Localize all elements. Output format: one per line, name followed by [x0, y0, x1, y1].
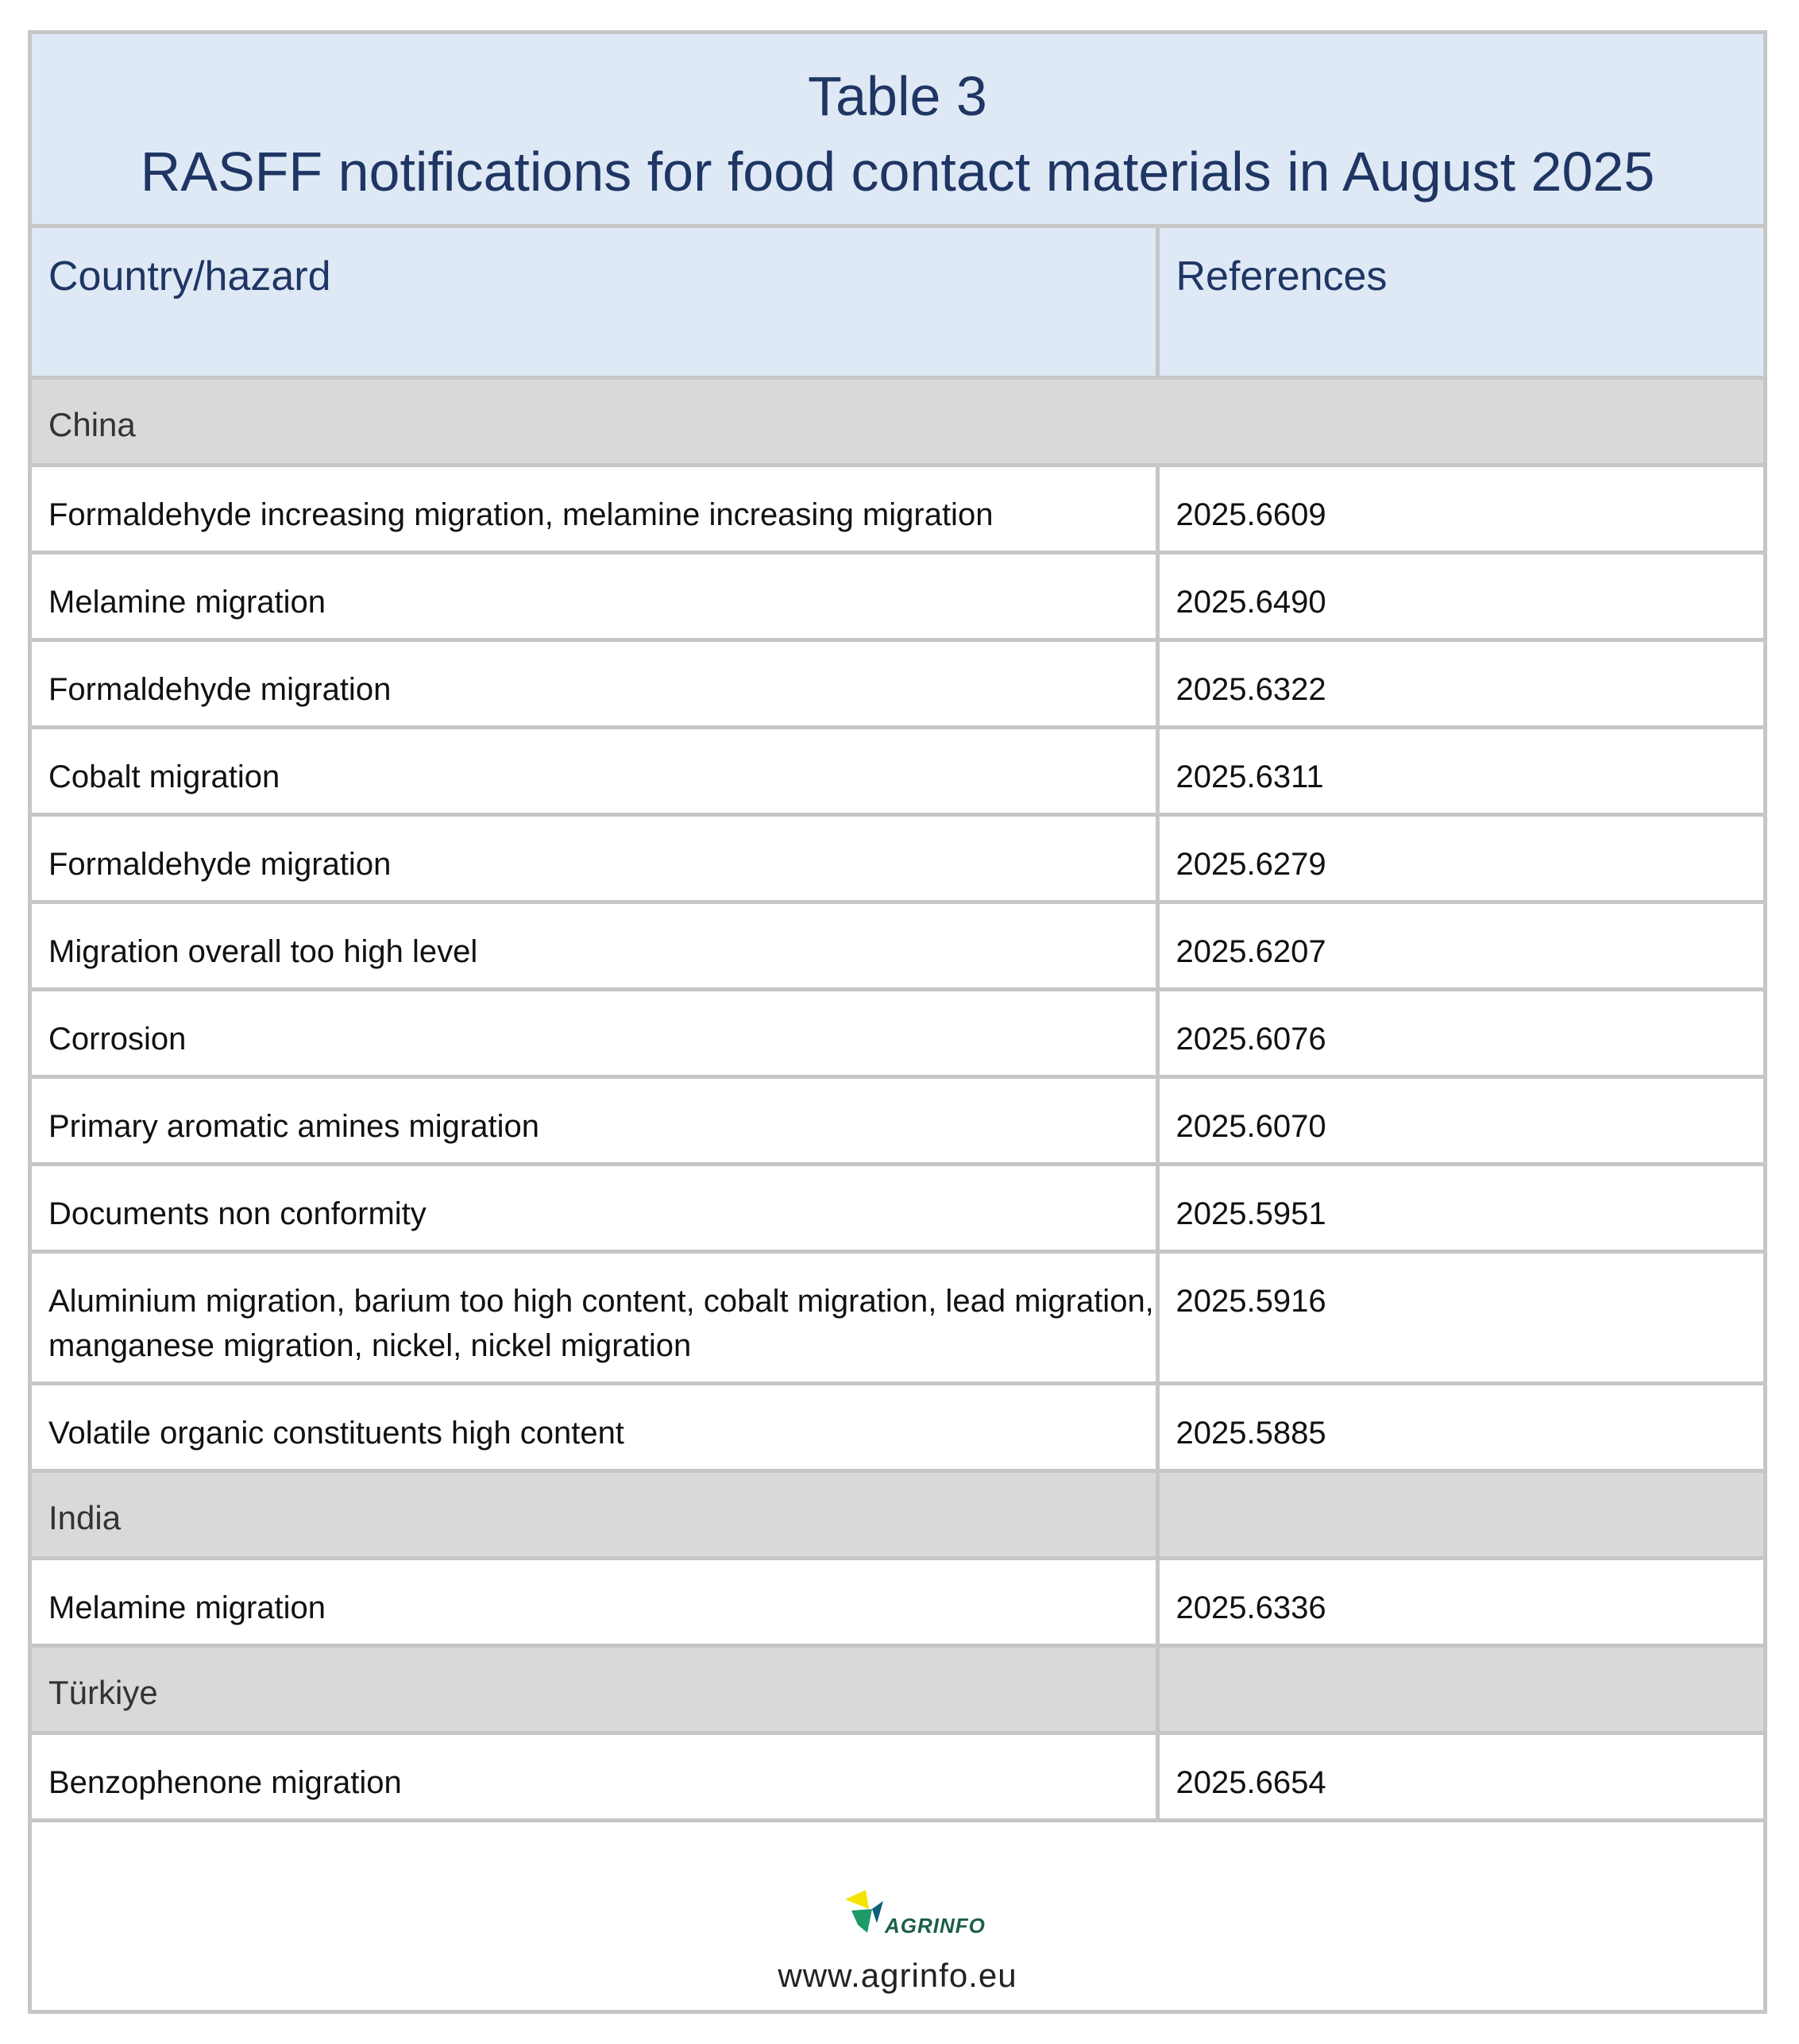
reference-cell: 2025.6076: [1157, 989, 1763, 1076]
reference-cell: 2025.5885: [1157, 1383, 1763, 1470]
table-row: [32, 902, 1763, 989]
table-row: [32, 1164, 1763, 1251]
reference-cell: 2025.6322: [1157, 639, 1763, 727]
hazard-cell: Formaldehyde migration: [32, 814, 1157, 902]
table-title-block: [32, 34, 1763, 228]
reference-cell: 2025.6070: [1157, 1076, 1763, 1164]
table-frame: [28, 30, 1767, 2014]
table-row: [32, 727, 1763, 814]
table-row: [32, 552, 1763, 639]
table-row: [32, 1383, 1763, 1470]
reference-cell: 2025.6490: [1157, 552, 1763, 639]
table-row: [32, 1733, 1763, 1820]
table-header-row: [32, 228, 1763, 377]
hazard-cell: Corrosion: [32, 989, 1157, 1076]
hazard-cell: Primary aromatic amines migration: [32, 1076, 1157, 1164]
country-row-china: [32, 377, 1763, 465]
reference-cell: 2025.6311: [1157, 727, 1763, 814]
reference-cell: 2025.6654: [1157, 1733, 1763, 1820]
table-row: [32, 814, 1763, 902]
hazard-cell: Formaldehyde increasing migration, melamine increasing migration: [32, 465, 1157, 552]
hazard-cell: Volatile organic constituents high content: [32, 1383, 1157, 1470]
country-name: Türkiye: [32, 1645, 1157, 1733]
table-row: [32, 1076, 1763, 1164]
hazard-cell: Aluminium migration, barium too high content, cobalt migration, lead migration, manganese migration, nickel, nickel migration: [32, 1251, 1157, 1383]
hazard-cell: Documents non conformity: [32, 1164, 1157, 1251]
hazard-cell: Melamine migration: [32, 552, 1157, 639]
table-number: Table 3: [808, 65, 987, 127]
reference-cell: 2025.5916: [1157, 1251, 1763, 1383]
header-references: References: [1157, 228, 1763, 377]
country-reference-empty: [1157, 1470, 1763, 1558]
website-link[interactable]: www.agrinfo.eu: [778, 1957, 1017, 1994]
reference-cell: 2025.6207: [1157, 902, 1763, 989]
country-reference-empty: [1157, 1645, 1763, 1733]
table-row: [32, 989, 1763, 1076]
hazard-cell: Cobalt migration: [32, 727, 1157, 814]
table-row: [32, 1558, 1763, 1645]
reference-cell: 2025.5951: [1157, 1164, 1763, 1251]
table-row: [32, 1251, 1763, 1383]
country-row-turkiye: [32, 1645, 1763, 1733]
reference-cell: 2025.6609: [1157, 465, 1763, 552]
hazard-cell: Formaldehyde migration: [32, 639, 1157, 727]
country-name: India: [32, 1470, 1157, 1558]
country-name: China: [32, 377, 1763, 465]
agrinfo-logo: [836, 1885, 986, 1957]
country-row-india: [32, 1470, 1763, 1558]
hazard-cell: Migration overall too high level: [32, 902, 1157, 989]
header-country-hazard: Country/hazard: [32, 228, 1157, 377]
rasff-table: [32, 228, 1763, 1822]
reference-cell: 2025.6336: [1157, 1558, 1763, 1645]
table-title: RASFF notifications for food contact materials in August 2025: [140, 141, 1655, 203]
hazard-cell: Melamine migration: [32, 1558, 1157, 1645]
reference-cell: 2025.6279: [1157, 814, 1763, 902]
table-row: [32, 639, 1763, 727]
logo-text: AGRINFO: [885, 1914, 986, 1938]
table-row: [32, 465, 1763, 552]
hazard-cell: Benzophenone migration: [32, 1733, 1157, 1820]
